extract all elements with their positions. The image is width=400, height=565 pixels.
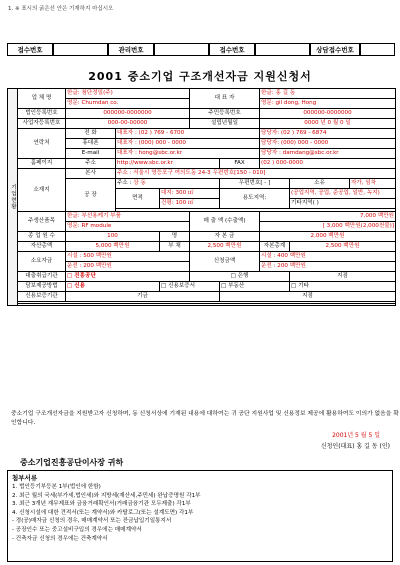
- equity-value[interactable]: 2,500 백만원: [290, 242, 396, 252]
- agency-branch[interactable]: 지점: [290, 272, 396, 282]
- ownership-value[interactable]: 자가, 임차: [350, 179, 396, 189]
- company-name-kor[interactable]: 한글: 첨단정밀(주): [66, 89, 190, 99]
- id-value-3[interactable]: [255, 43, 310, 56]
- id-label-2: 관리번호: [108, 43, 154, 56]
- form-note: 1. ※ 표시의 굵은선 안은 기재하지 마십시오: [8, 6, 114, 12]
- mobile-rep[interactable]: 대표자 : (000) 000 - 0000: [116, 139, 260, 149]
- id-value-2[interactable]: [154, 43, 209, 56]
- attachment-item: - 경(공)매자금 신청의 경우, 매매계약서 또는 잔금납입기일통지서: [12, 518, 172, 525]
- corp-reg-label: 법인등록번호: [18, 109, 66, 119]
- id-fields: [7, 43, 395, 58]
- export-value[interactable]: [ 3,000 백만원(2,000천불)]: [260, 222, 396, 232]
- apply-operating[interactable]: 운전 : 200 백만원: [260, 262, 396, 272]
- ownership-label: 소유: [290, 179, 350, 189]
- collateral-guarantee-checkbox[interactable]: □ 신용보증서: [160, 282, 220, 292]
- factory-address[interactable]: [116, 179, 220, 189]
- section-company-status: 기업현황: [8, 89, 18, 306]
- apply-facility[interactable]: 시설 : 400 백만원: [260, 252, 396, 262]
- collateral-realestate-checkbox[interactable]: □ 부동산: [220, 282, 290, 292]
- capital-label: 자 본 금: [190, 232, 260, 242]
- main-product-eng[interactable]: 영문: RF module: [66, 222, 190, 232]
- guarantor-branch[interactable]: 지점: [220, 292, 396, 302]
- form-bottom-spacer-2: [18, 304, 396, 306]
- request-operating[interactable]: 운전 : 200 백만원: [66, 262, 190, 272]
- mobile-label: 휴대폰: [66, 139, 116, 149]
- rep-id-label: 주민등록번호: [190, 109, 260, 119]
- building-area[interactable]: 건평: 100 ㎡: [160, 199, 220, 209]
- agency-label: 대출취급기관: [18, 272, 66, 282]
- apply-amount-label: 신청금액: [190, 252, 260, 272]
- debt-value[interactable]: 2,500 백만원: [190, 242, 260, 252]
- factory-addr-value: 상 동: [133, 180, 146, 186]
- representative-kor[interactable]: 한글: 홍 길 동: [260, 89, 396, 99]
- addressee: 중소기업진흥공단이사장 귀하: [20, 458, 124, 467]
- attachments-box: [7, 470, 393, 562]
- location-label: 소재지: [18, 169, 66, 212]
- request-facility[interactable]: 시설 : 500 백만원: [66, 252, 190, 262]
- tel-label: 전 화: [66, 129, 116, 139]
- mobile-manager[interactable]: 담당자: (000) 000 - 0000: [260, 139, 396, 149]
- capital-value[interactable]: 2,000 백만원: [260, 232, 396, 242]
- company-name-label: 업 체 명: [18, 89, 66, 109]
- agency-bank-checkbox[interactable]: □ 은행: [190, 272, 290, 282]
- homepage-addr-label: 주소: [66, 159, 116, 169]
- main-product-kor[interactable]: 한글: 부선용케기 부품: [66, 212, 190, 222]
- pledge-text: 중소기업 구조개선자금을 지원받고자 신청하며, 동 신청서상에 기재된 내용에 대하여는 귀 공단 지원사업 및 신용정보 제공에 활용하여도 이의가 없음을 확인합니다.: [11, 411, 399, 426]
- attachment-item: - 공장인수 또는 중고설비구입의 경우에는 매매계약서: [12, 526, 142, 533]
- fax-value[interactable]: (02 ) 000-0000: [260, 159, 396, 169]
- application-date: 2001년 5 월 5 일: [332, 432, 380, 439]
- biz-reg-value[interactable]: 000-00-00000: [66, 119, 190, 129]
- id-label-1: 접수번호: [7, 43, 53, 56]
- email-manager[interactable]: 담당자 : damdang@sbc.or.kr: [260, 149, 396, 159]
- tel-rep[interactable]: 대표자 : (02 ) 769 - 6700: [116, 129, 260, 139]
- equity-label: 자본총계: [260, 242, 290, 252]
- homepage-value[interactable]: http://www.sbc.or.kr: [116, 159, 220, 169]
- fax-label: FAX: [220, 159, 260, 169]
- debt-label: 부 채: [160, 242, 190, 252]
- attachments-title: 첨부서류: [12, 474, 38, 482]
- collateral-label: 담보제공방법: [18, 282, 66, 292]
- homepage-label: 홈페이지: [18, 159, 66, 169]
- employees-label: 종 업 원 수: [18, 232, 66, 242]
- founded-label: 설립년월일: [190, 119, 260, 129]
- id-value-1[interactable]: [53, 43, 108, 56]
- representative-label: 대 표 자: [190, 89, 260, 109]
- biz-reg-label: 사업자등록번호: [18, 119, 66, 129]
- zoning-options[interactable]: (공업지역, 공업, 준공업, 일반, 녹지): [290, 189, 396, 199]
- zoning-other[interactable]: 기타지역( ): [290, 199, 396, 209]
- employees-unit: 명: [160, 232, 190, 242]
- factory-postal[interactable]: 우편번호[ - ]: [220, 179, 290, 189]
- attachment-item: 2. 최근 월의 국세(부가세,법인세)와 지방세(재산세,주민세) 완납증명원 각1부: [12, 492, 201, 499]
- hq-address[interactable]: 주소 : 서울시 영등포구 여의도동 24-3 우편번호[150 - 010]: [116, 169, 396, 179]
- assets-value[interactable]: 5,000 백만원: [66, 242, 160, 252]
- email-label: E-mail: [66, 149, 116, 159]
- id-value-4[interactable]: [360, 43, 395, 56]
- sales-value[interactable]: 7,000 백만원: [260, 212, 396, 222]
- land-area[interactable]: 대지: 300 ㎡: [160, 189, 220, 199]
- request-label: 소요자금: [18, 252, 66, 272]
- hq-label: 본사: [66, 169, 116, 179]
- main-product-label: 주생산품목: [18, 212, 66, 232]
- area-label: 면적: [116, 189, 160, 209]
- collateral-other-checkbox[interactable]: □ 기타: [290, 282, 396, 292]
- company-name-eng[interactable]: 영문: Chumdan co.: [66, 99, 190, 109]
- contact-label: 연락처: [18, 129, 66, 159]
- zoning-label: 용도지역:: [220, 189, 290, 209]
- collateral-credit-checkbox[interactable]: □ 신용: [66, 282, 160, 292]
- tel-manager[interactable]: 담당자: (02 ) 769 - 6874: [260, 129, 396, 139]
- attachment-item: 3. 최근 3개년 재무제표와 금융거래확인서(거래금융기관 모두제출) 각1부: [12, 501, 191, 508]
- form-title: 2001 중소기업 구조개선자금 지원신청서: [88, 70, 312, 83]
- employees-value[interactable]: 100: [66, 232, 160, 242]
- representative-eng[interactable]: 영문: gil dong, Hong: [260, 99, 396, 109]
- rep-id-value[interactable]: 000000-0000000: [260, 109, 396, 119]
- sales-label: 매 출 액 (수출액): [190, 212, 260, 232]
- guarantor-label: 신용보증기관: [18, 292, 66, 302]
- corp-reg-value[interactable]: 000000-0000000: [66, 109, 190, 119]
- attachment-item: 4. 신청시설에 대한 견적서(또는 계약서)와 카탈로그(또는 설계도면) 각1부: [12, 509, 194, 516]
- attachment-item: - 건축자금 신청의 경우에는 건축계약서: [12, 535, 108, 542]
- application-form: [7, 88, 396, 306]
- email-rep[interactable]: 대표자 : hong@sbc.or.kr: [116, 149, 260, 159]
- agency-sbc-checkbox[interactable]: □ 진흥공단: [66, 272, 190, 282]
- founded-value[interactable]: 0000 년 0 월 0 일: [260, 119, 396, 129]
- id-label-3: 접수번호: [209, 43, 255, 56]
- applicant-signature: 신청인(대표) 홍 길 동 (인): [320, 443, 390, 450]
- factory-addr-label: 주소 :: [117, 180, 132, 186]
- attachment-item: 1. 법인등기부등본 1부(법인에 한함): [12, 484, 101, 490]
- guarantor-org[interactable]: 기금: [66, 292, 220, 302]
- id-label-4: 상담접수번호: [310, 43, 360, 56]
- factory-label: 공 장: [66, 179, 116, 212]
- assets-label: 자산총액: [18, 242, 66, 252]
